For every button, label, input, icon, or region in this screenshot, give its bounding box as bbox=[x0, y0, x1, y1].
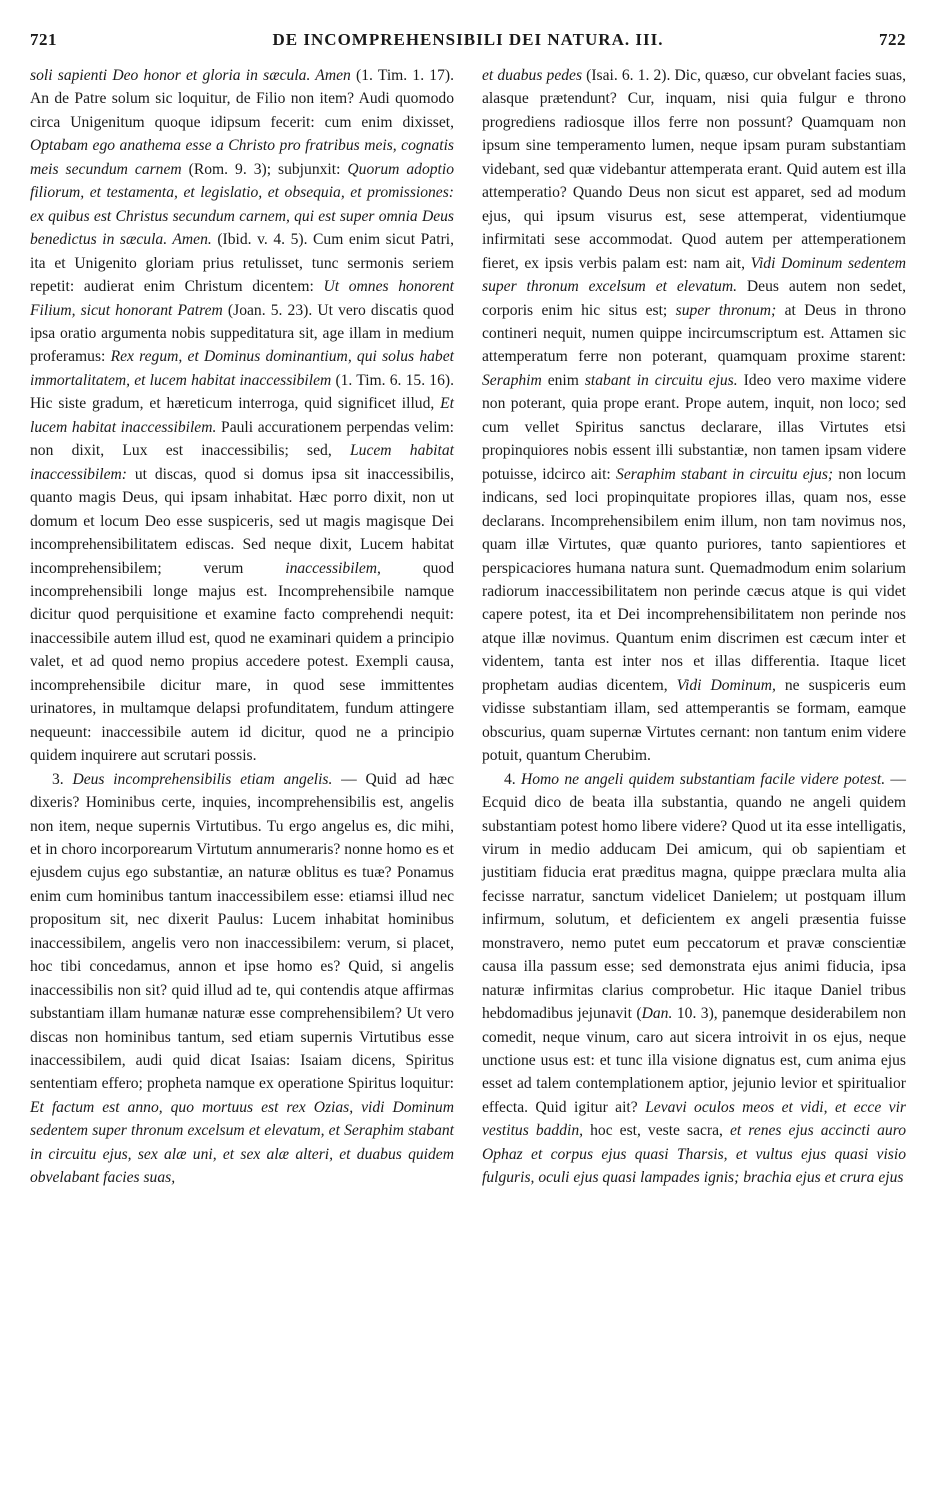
text-run: (Isai. 6. 1. 2). Dic, quæso, cur obvelant facies suas, alasque prætendunt? Cur, inquam, nisi quia fulgur e throno progrediens radiosque illos ferre non possunt? Quamquam non ipsum sine temperamento lumen, neque ipsam puram substantiam videbant, sed quæ videbantur attemperata erant. Quid autem est illa attemperatio? Quando Deus non sicut est apparet, sed ad modum ejus, qui ipsum visurus est, sese attemperat, videntiumque infirmitati sese accommodat. Quod autem per attemperationem fieret, ex ipsis verbis palam est: nam ait, bbox=[482, 67, 906, 272]
text-run: Vidi Dominum sedentem super thronum excelsum et elevatum. bbox=[482, 254, 906, 296]
text-run: (1. Tim. 1. 17). An de Patre solum sic loquitur, de Filio non item? Audi quomodo circa Unigenitum quoque idipsum fecerit: cum enim dixisset, bbox=[30, 67, 454, 131]
page-number-right: 722 bbox=[878, 30, 906, 49]
text-run: — Quid ad hæc dixeris? Hominibus certe, inquies, incomprehensibilis est, angelis non item, neque supernis Virtutibus. Tu ergo angelus es, dic mihi, et in choro incorporearum Virtutum annumeraris? nonne homo es et ejusdem cujus ego substantiæ, an naturæ oblitus es tuæ? Ponamus enim cum hominibus tantum inaccessibilem esse: etiamsi illud nec propositum sit, nec dixerit Paulus: Lucem inhabitat hominibus inaccessibilem, angelis vero non inaccessibilem: verum, si placet, hoc tibi concedamus, annon et ipse homo es? Quid, si angelis inaccessibilis non sit? quid illud ad te, qui contendis atque affirmas substantiam illam humanæ naturæ esse comprehensibilem? Ut vero discas non hominibus tantum, sed etiam supernis Virtutibus esse inaccessibilem, audi quid dicat Isaias: Isaiam dicens, Spiritus sententiam effero; propheta namque ex operatione Spiritus loquitur: bbox=[30, 770, 454, 1093]
text-run: Quorum adoptio filiorum, et testamenta, et legislatio, et obsequia, et promissiones: ex quibus est Christus secundum carnem, qui est super omnia Deus benedictus in sæcula. Amen. bbox=[30, 160, 455, 249]
text-run: (Joan. 5. 23). Ut vero discatis quod ipsa oratio argumenta nobis suppeditatura sit, age illam in medium proferamus: bbox=[30, 301, 454, 366]
text-run: hoc est, veste sacra, bbox=[583, 1122, 730, 1140]
text-run: ut discas, quod si domus ipsa sit inaccessibilis, quanto magis Deus, qui ipsam inhabitat. Hæc porro dixit, non ut domum et locum Deo esse suspiceris, sed ut magis magisque Dei incomprehensibilitatem ediscas. Sed neque dixit, Lucem habitat incomprehensibilem; verum bbox=[30, 465, 454, 577]
text-run: Rex regum, et Dominus dominantium, qui solus habet immortalitatem, et lucem habitat inaccessibilem bbox=[30, 348, 454, 389]
text-run: Ideo vero maxime videre non poterant, quia prope erant. Prope autem, inquit, non loco; sed cum vellet Spiritus sanctus declarare, illas Virtutes etsi propinquiores nobis essent illi substantiæ, non tamen ipsam videre potuisse, idcirco ait: bbox=[482, 371, 907, 483]
text-run: soli sapienti Deo honor et gloria in sæcula. Amen bbox=[30, 67, 351, 84]
text-run: at Deus in throno contineri nequit, numen quippe incircumscriptum est. Attamen sic attemperatum ferre non poterant, quamquam proxime starent: bbox=[482, 301, 906, 366]
section-heading: Homo ne angeli quidem substantiam facile videre potest. bbox=[520, 770, 886, 788]
text-run: — Ecquid dico de beata illa substantia, quando ne angeli quidem substantiam potest homo libere videre? Quod ut ita esse intelligatis, virum in medio adducam Dei amicum, qui ob sapientiam et justitiam fiducia erat præditus magna, quippe præclara multa alia fecisse narratur, sanctum videlicet Danielem; ut postquam illum infirmum, solutum, et deficientem ex angeli præsentia fuisse monstravero, nemo putet eum peccatorum et pravæ conscientiæ causa illa passum esse; sed demonstrata ejus animi fiducia, ipsa naturæ infirmitas clarius comprobetur. Hic itaque Daniel tribus hebdomadibus jejunavit ( bbox=[482, 770, 906, 1023]
text-columns bbox=[30, 64, 906, 1190]
text-run: , quod incomprehensibili longe majus est. Incomprehensibile namque dicitur quod perquisitione et examine facto comprehendi nequit: inaccessibile autem illud est, quod ne examinari quidem a principio valet, et ad quod nemo propius accedere potest. Exempli causa, incomprehensibile dicitur mare, in quod sese immittentes urinatores, in multamque delapsi profunditatem, fundum attingere nequeunt: inaccessibile autem id dicitur, quod ne a principio quidem inquirere aut scrutari possis. bbox=[30, 559, 454, 765]
running-title: DE INCOMPREHENSIBILI DEI NATURA. III. bbox=[272, 30, 664, 49]
text-run: super thronum; bbox=[675, 301, 777, 319]
page-number-left: 721 bbox=[30, 30, 57, 49]
text-run: Deus autem non sedet, corporis enim hic situs est; bbox=[482, 278, 906, 319]
text-run: Seraphim bbox=[482, 371, 542, 389]
text-run: Levavi oculos meos et vidi, et ecce vir vestitus baddin, bbox=[482, 1098, 906, 1140]
text-run: enim bbox=[541, 371, 585, 389]
text-run: Lucem habitat inaccessibilem: bbox=[30, 442, 454, 483]
text-run: stabant in circuitu ejus. bbox=[584, 371, 738, 389]
text-run: 10. 3), panemque desiderabilem non comedit, neque vinum, caro aut sicera introivit in os ejus, neque unctione usus est: et tunc illa visione dignatus est, cum anima ejus esset ad talem contemplationem aptior, jejunio levior et spiritualior effecta. Quid igitur ait? bbox=[482, 1005, 906, 1116]
paragraph bbox=[482, 64, 906, 768]
text-run: Pauli accurationem perpendas velim: non dixit, Lux est inaccessibilis; sed, bbox=[30, 418, 454, 460]
text-run: et renes ejus accincti auro Ophaz et corpus ejus quasi Tharsis, et vultus ejus quasi visio fulguris, oculi ejus quasi lampades ignis; brachia ejus et crura ejus bbox=[482, 1122, 906, 1187]
text-run: (1. Tim. 6. 15. 16). Hic siste gradum, et hæreticum interroga, quid significet illud, bbox=[30, 371, 454, 413]
text-run: Ut omnes honorent Filium, sicut honorant Patrem bbox=[30, 278, 454, 319]
text-run: inaccessibilem bbox=[285, 559, 378, 577]
paragraph bbox=[30, 64, 454, 768]
left-column bbox=[30, 64, 454, 1190]
text-run: Optabam ego anathema esse a Christo pro fratribus meis, cognatis meis secundum carnem bbox=[30, 137, 454, 178]
text-run: (Ibid. v. 4. 5). Cum enim sicut Patri, ita et Unigenito gloriam prius retulisset, tunc sermonis seriem repetit: audierat enim Christum dicentem: bbox=[30, 231, 454, 296]
text-run: 4. bbox=[504, 770, 521, 788]
running-header bbox=[30, 30, 906, 56]
text-run: Seraphim stabant in circuitu ejus; bbox=[616, 465, 834, 483]
paragraph bbox=[30, 768, 454, 1190]
right-column bbox=[482, 64, 906, 1190]
section-heading: Deus incomprehensibilis etiam angelis. bbox=[72, 770, 333, 788]
text-run: Vidi Dominum, bbox=[676, 676, 776, 694]
text-run: 3. bbox=[52, 770, 73, 788]
text-run: non locum indicans, sed loci propinquitate propiores illas, quam nos, esse declarans. Incomprehensibilem enim illum, non tam novimus nos, quam illæ Virtutes, quæ quanto puriores, tanto sapientiores et perspicaciores humana natura sunt. Quemadmodum enim solarium radiorum inaccessibilitatem non perinde cæcus atque is qui videt capere potest, ita et Dei incomprehensibilitatem non perinde nos atque illæ novimus. Quantum enim discrimen est cæcum inter et videntem, tanta est inter nos et illas differentia. Itaque licet prophetam audias dicentem, bbox=[482, 465, 907, 694]
text-run: Dan. bbox=[641, 1005, 673, 1023]
text-run: et duabus pedes bbox=[482, 67, 583, 84]
text-run: (Rom. 9. 3); subjunxit: bbox=[181, 160, 348, 178]
paragraph bbox=[482, 768, 906, 1190]
text-run: ne suspiceris eum vidisse substantiam illam, sed attemperantis se formam, eamque obscurius, quam supernæ Virtutes cernant: non tantum enim videre potuit, quantum Cherubim. bbox=[482, 676, 906, 765]
text-run: Et factum est anno, quo mortuus est rex Ozias, vidi Dominum sedentem super thronum excelsum et elevatum, et Seraphim stabant in circuitu ejus, sex alæ uni, et sex alæ alteri, et duabus quidem obvelabant facies suas, bbox=[30, 1098, 454, 1187]
text-run: Et lucem habitat inaccessibilem. bbox=[30, 395, 454, 436]
